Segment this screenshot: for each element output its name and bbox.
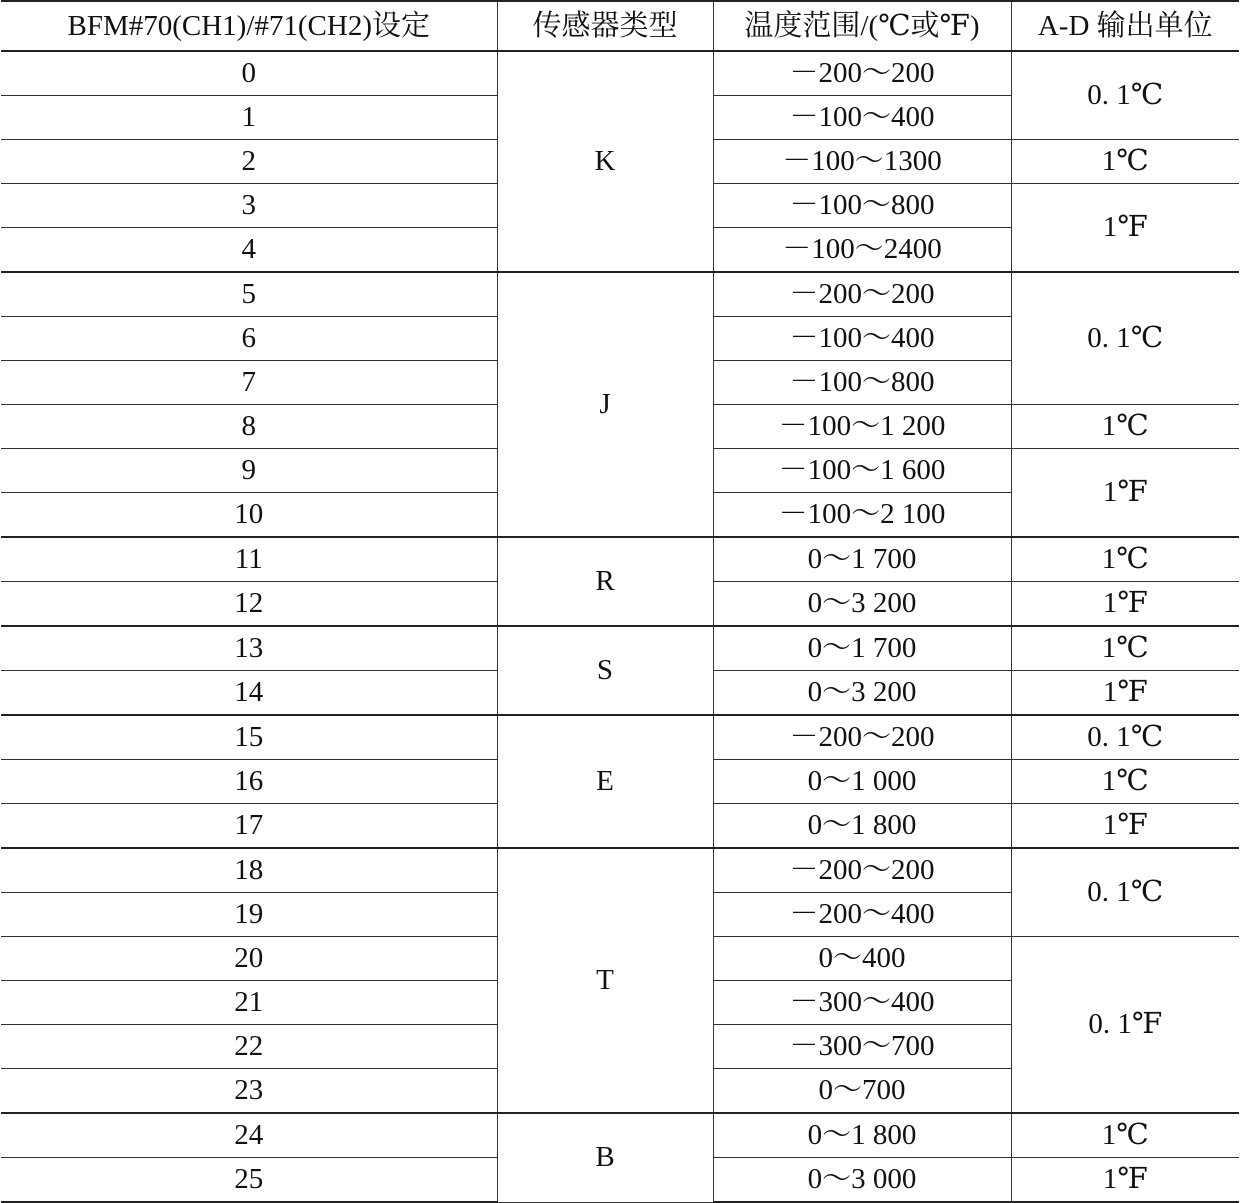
setting-cell: 1 xyxy=(1,96,497,140)
table-row xyxy=(1,848,1239,893)
temperature-range-cell: 0～3 200 xyxy=(713,671,1011,716)
table-row xyxy=(1,1113,1239,1158)
setting-cell: 22 xyxy=(1,1025,497,1069)
table-row xyxy=(1,715,1239,760)
setting-cell: 10 xyxy=(1,493,497,538)
output-unit-cell: 1℉ xyxy=(1011,804,1239,849)
output-unit-cell: 1℃ xyxy=(1011,1113,1239,1158)
output-unit-cell: 0. 1℃ xyxy=(1011,51,1239,140)
sensor-type-cell: K xyxy=(497,51,713,272)
temperature-range-cell: 0～400 xyxy=(713,937,1011,981)
temperature-range-cell: 0～1 700 xyxy=(713,626,1011,671)
setting-cell: 25 xyxy=(1,1158,497,1203)
setting-cell: 19 xyxy=(1,893,497,937)
temperature-range-cell: －200～200 xyxy=(713,848,1011,893)
setting-cell: 4 xyxy=(1,228,497,273)
temperature-range-cell: －100～400 xyxy=(713,317,1011,361)
setting-cell: 18 xyxy=(1,848,497,893)
table-row xyxy=(1,51,1239,96)
sensor-type-cell: S xyxy=(497,626,713,715)
setting-cell: 7 xyxy=(1,361,497,405)
header-ad-output-unit: A-D 输出单位 xyxy=(1011,1,1239,51)
temperature-range-cell: 0～1 000 xyxy=(713,760,1011,804)
temperature-range-cell: －100～2 100 xyxy=(713,493,1011,538)
temperature-range-cell: 0～700 xyxy=(713,1069,1011,1114)
setting-cell: 16 xyxy=(1,760,497,804)
setting-cell: 0 xyxy=(1,51,497,96)
output-unit-cell: 0. 1℃ xyxy=(1011,848,1239,937)
setting-cell: 13 xyxy=(1,626,497,671)
temperature-range-cell: 0～3 000 xyxy=(713,1158,1011,1203)
header-row xyxy=(1,1,1239,51)
temperature-range-cell: －100～1 600 xyxy=(713,449,1011,493)
temperature-range-cell: －200～200 xyxy=(713,51,1011,96)
output-unit-cell: 1℉ xyxy=(1011,582,1239,627)
output-unit-cell: 1℃ xyxy=(1011,140,1239,184)
output-unit-cell: 1℃ xyxy=(1011,626,1239,671)
output-unit-cell: 1℃ xyxy=(1011,537,1239,582)
sensor-type-cell: E xyxy=(497,715,713,848)
sensor-type-cell: R xyxy=(497,537,713,626)
setting-cell: 23 xyxy=(1,1069,497,1114)
setting-cell: 17 xyxy=(1,804,497,849)
sensor-type-cell: B xyxy=(497,1113,713,1202)
temperature-range-cell: 0～1 800 xyxy=(713,804,1011,849)
temperature-range-cell: －100～1300 xyxy=(713,140,1011,184)
setting-cell: 6 xyxy=(1,317,497,361)
temperature-range-cell: －300～400 xyxy=(713,981,1011,1025)
temperature-range-cell: －100～400 xyxy=(713,96,1011,140)
table-row xyxy=(1,272,1239,317)
output-unit-cell: 1℃ xyxy=(1011,760,1239,804)
temperature-range-cell: －200～400 xyxy=(713,893,1011,937)
setting-cell: 14 xyxy=(1,671,497,716)
temperature-range-cell: 0～1 700 xyxy=(713,537,1011,582)
table-row xyxy=(1,626,1239,671)
setting-cell: 24 xyxy=(1,1113,497,1158)
temperature-range-cell: －300～700 xyxy=(713,1025,1011,1069)
setting-cell: 2 xyxy=(1,140,497,184)
setting-cell: 11 xyxy=(1,537,497,582)
output-unit-cell: 0. 1℃ xyxy=(1011,715,1239,760)
temperature-range-cell: 0～1 800 xyxy=(713,1113,1011,1158)
sensor-type-cell: T xyxy=(497,848,713,1113)
temperature-range-cell: －200～200 xyxy=(713,715,1011,760)
output-unit-cell: 1℉ xyxy=(1011,184,1239,273)
setting-cell: 21 xyxy=(1,981,497,1025)
setting-cell: 8 xyxy=(1,405,497,449)
setting-cell: 15 xyxy=(1,715,497,760)
setting-cell: 12 xyxy=(1,582,497,627)
temperature-range-cell: 0～3 200 xyxy=(713,582,1011,627)
setting-cell: 20 xyxy=(1,937,497,981)
output-unit-cell: 1℉ xyxy=(1011,671,1239,716)
setting-cell: 3 xyxy=(1,184,497,228)
output-unit-cell: 0. 1℃ xyxy=(1011,272,1239,405)
output-unit-cell: 0. 1℉ xyxy=(1011,937,1239,1114)
output-unit-cell: 1℃ xyxy=(1011,405,1239,449)
table-body xyxy=(1,51,1239,1202)
setting-cell: 5 xyxy=(1,272,497,317)
output-unit-cell: 1℉ xyxy=(1011,449,1239,538)
table-row xyxy=(1,537,1239,582)
sensor-settings-table xyxy=(1,0,1239,1203)
temperature-range-cell: －100～800 xyxy=(713,184,1011,228)
temperature-range-cell: －200～200 xyxy=(713,272,1011,317)
temperature-range-cell: －100～800 xyxy=(713,361,1011,405)
header-setting: BFM#70(CH1)/#71(CH2)设定 xyxy=(1,1,497,51)
sensor-type-cell: J xyxy=(497,272,713,537)
temperature-range-cell: －100～1 200 xyxy=(713,405,1011,449)
output-unit-cell: 1℉ xyxy=(1011,1158,1239,1203)
temperature-range-cell: －100～2400 xyxy=(713,228,1011,273)
header-sensor-type: 传感器类型 xyxy=(497,1,713,51)
header-temperature-range: 温度范围/(℃或℉) xyxy=(713,1,1011,51)
setting-cell: 9 xyxy=(1,449,497,493)
